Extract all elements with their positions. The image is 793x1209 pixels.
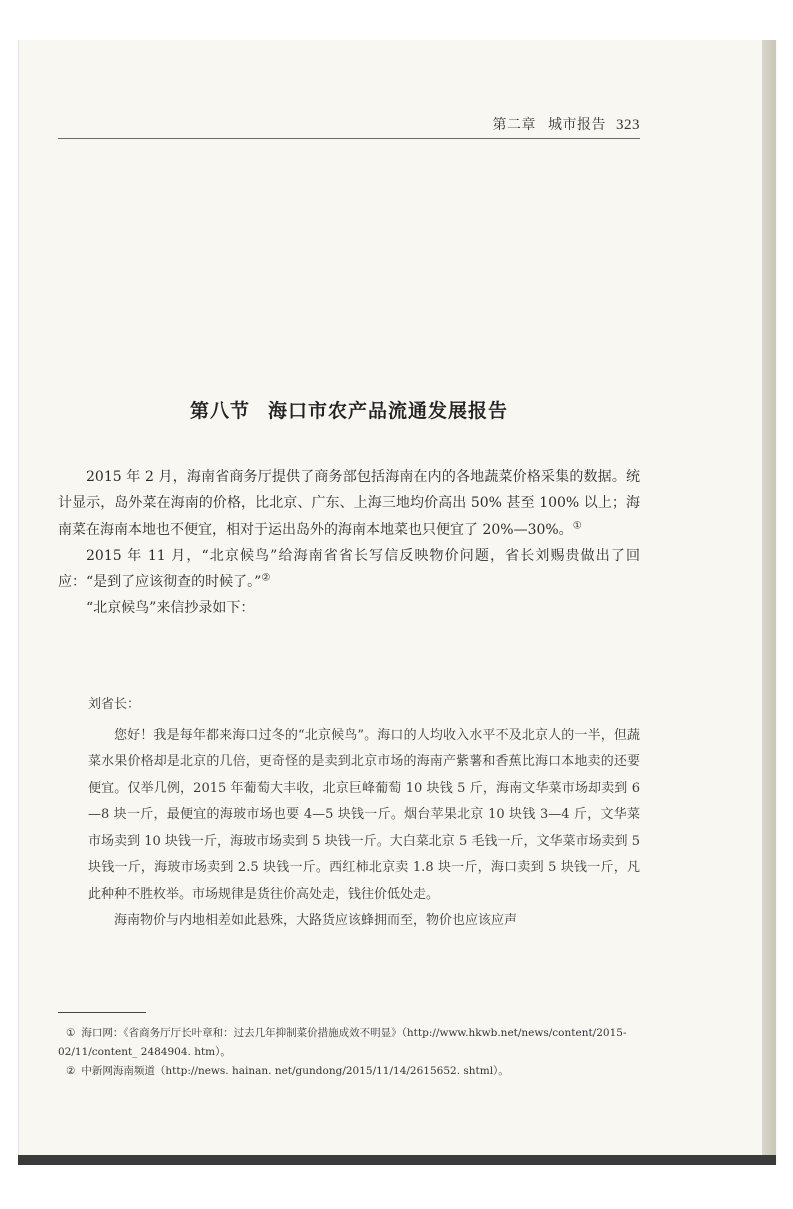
letter-paragraph: 您好！我是每年都来海口过冬的“北京候鸟”。海口的人均收入水平不及北京人的一半，但蔬菜水果价格却是北京的几倍，更奇怪的是卖到北京市场的海南产紫薯和香蕉比海口本地卖的还要便宜。仅举几例，2015 年葡萄大丰收，北京巨峰葡萄 10 块钱 5 斤，海南文华菜市场却卖到 6—8 块一斤，最便宜的海玻市场也要 4—5 块钱一斤。烟台苹果北京 10 块钱 3—4 斤，文华菜市场卖到 10 块钱一斤，海玻市场卖到 5 块钱一斤。大白菜北京 5 毛钱一斤，文华菜市场卖到 5 块钱一斤，海玻市场卖到 2.5 块钱一斤。西红柿北京卖 1.8 块一斤，海口卖到 5 块钱一斤，凡此种种不胜枚举。市场规律是货往价高处走，钱往价低处走。 <box>88 727 640 902</box>
header-text <box>493 114 641 134</box>
footnote-ref: ② <box>261 572 271 584</box>
section-heading: 海口市农产品流通发展报告 <box>268 400 509 422</box>
paragraph-text: “北京候鸟”来信抄录如下： <box>86 600 255 617</box>
section-number: 第八节 <box>189 400 250 422</box>
footnote-mark: ② <box>66 1065 76 1077</box>
paragraph-text: 2015 年 2 月，海南省商务厅提供了商务部包括海南在内的各地蔬菜价格采集的数据。统计显示，岛外菜在海南的价格，比北京、广东、上海三地均价高出 50% 甚至 100% 以上；海南菜在海南本地也不便宜，相对于运出岛外的海南本地菜也只便宜了 20%—30%。 <box>58 469 640 538</box>
footnote-mark: ① <box>66 1027 76 1039</box>
footnote-ref: ① <box>572 519 582 531</box>
footnote-text: 海口网：《省商务厅厅长叶章和：过去几年抑制菜价措施成效不明显》（http://www.hkwb.net/news/content/2015-02/11/content_ 2484904. htm）。 <box>58 1027 627 1058</box>
header-chapter: 第二章 <box>492 117 536 133</box>
paragraph <box>58 595 640 621</box>
footnote-divider <box>58 1012 146 1013</box>
paragraph <box>58 464 640 543</box>
header-section: 城市报告 <box>548 117 606 133</box>
page-number: 323 <box>616 117 640 133</box>
letter-paragraph: 海南物价与内地相差如此悬殊，大路货应该蜂拥而至，物价也应该应声 <box>114 913 518 928</box>
quoted-letter <box>88 692 640 935</box>
footnote <box>58 1024 640 1062</box>
paragraph <box>58 543 640 596</box>
footnotes <box>58 1024 640 1081</box>
letter-salutation: 刘省长： <box>88 697 141 712</box>
page-edge-right <box>762 40 776 1165</box>
running-header <box>58 112 640 139</box>
footnote-text: 中新网海南频道（http://news. hainan. net/gundong/2015/11/14/2615652. shtml）。 <box>81 1065 509 1077</box>
body-text <box>58 464 640 622</box>
paragraph-text: 2015 年 11 月，“北京候鸟”给海南省省长写信反映物价问题，省长刘赐贵做出了回应：“是到了应该彻查的时候了。” <box>58 547 640 591</box>
section-title <box>58 396 640 423</box>
page-edge-bottom <box>18 1155 776 1165</box>
footnote <box>58 1062 640 1081</box>
